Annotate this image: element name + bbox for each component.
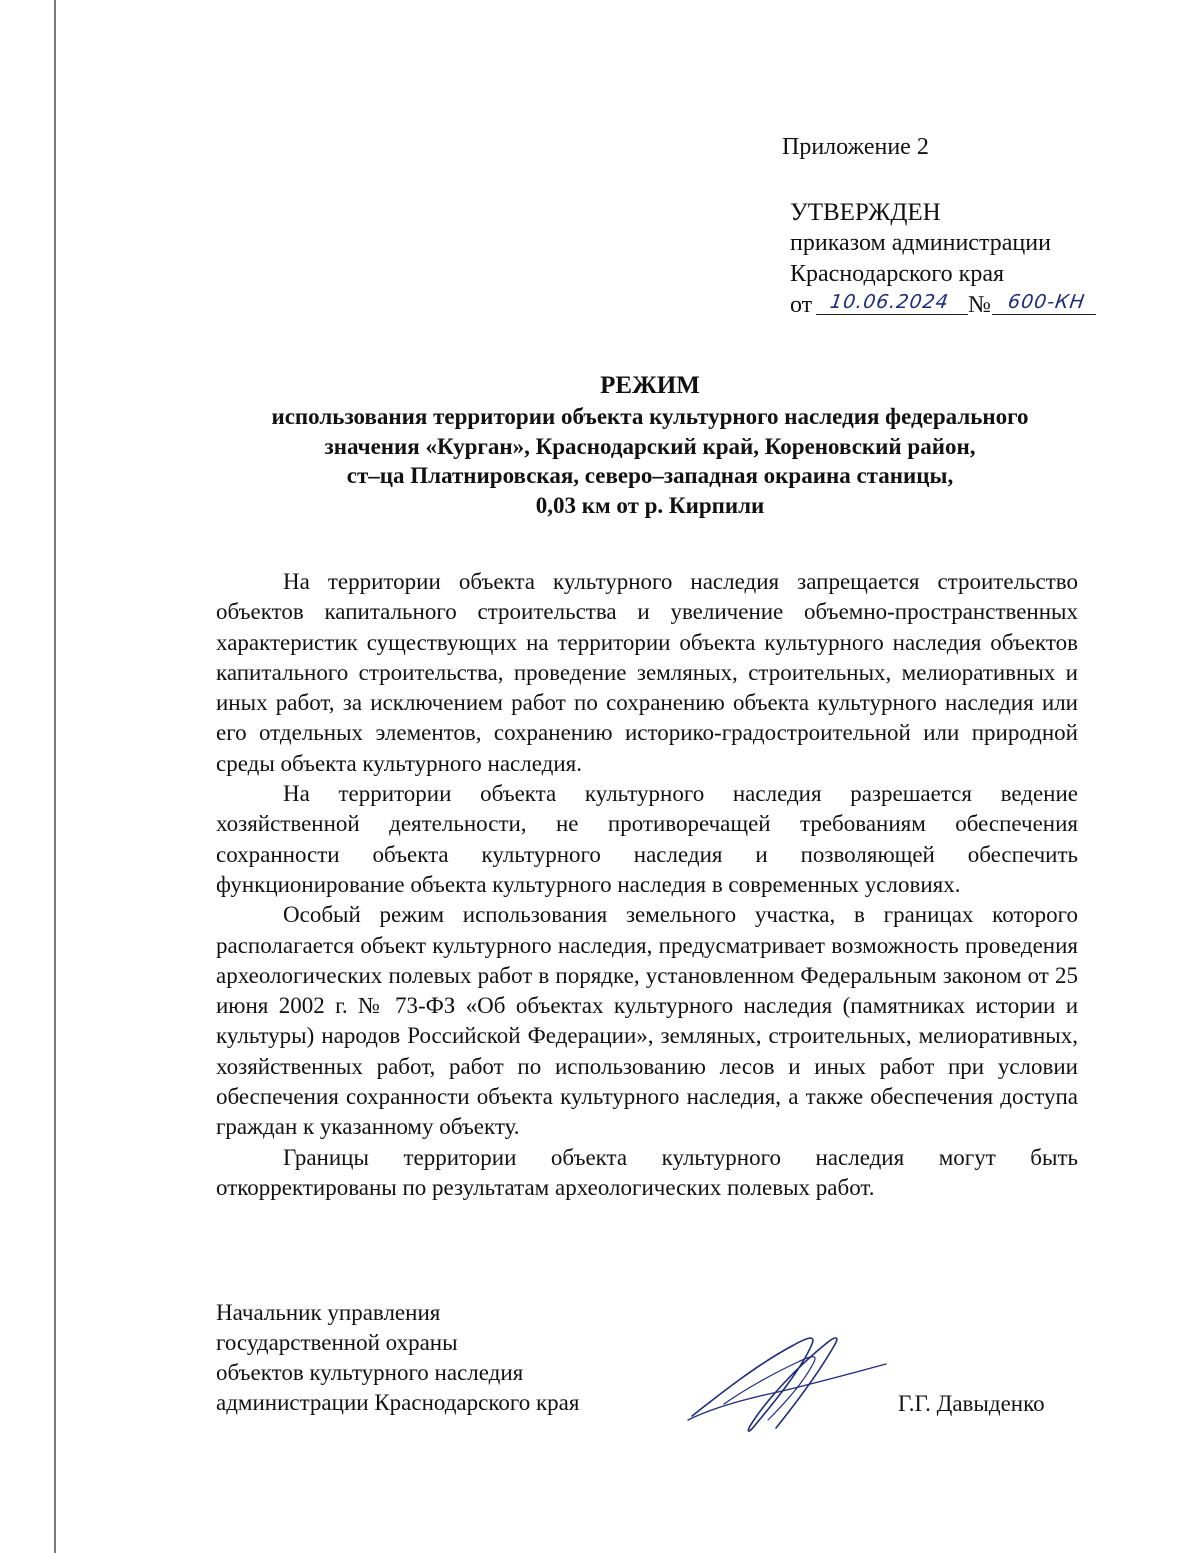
paragraph-1: На территории объекта культурного наследия запрещается строительство объектов капитального строительства и увеличение объемно-пространственных характеристик существующих на территории объекта культурного наследия объектов капитального строительства, проведение земляных, строительных, мелиоративных и иных работ, за исключением работ по сохранению объекта культурного наследия или его отдельных элементов, сохранению историко-градостроительной или природной среды объекта культурного наследия. <box>216 569 1078 776</box>
title-line-2: значения «Курган», Краснодарский край, Кореновский район, <box>324 433 976 459</box>
paragraph-3: Особый режим использования земельного участка, в границах которого располагается объект культурного наследия, предусматривает возможность проведения археологических полевых работ в порядке, установленном Федеральным законом от 25 июня 2002 г. № 73-ФЗ «Об объектах культурного наследия (памятниках истории и культуры) народов Российской Федерации», земляных, строительных, мелиоративных, хозяйственных работ, работ по использованию лесов и иных работ при условии обеспечения сохранности объекта культурного наследия, а также обеспечения доступа граждан к указанному объекту. <box>216 902 1078 1140</box>
approval-line-2: Краснодарского края <box>790 261 1005 287</box>
paragraph-4: Границы территории объекта культурного наследия могут быть откорректированы по результатам археологических полевых работ. <box>216 1144 1078 1200</box>
appendix-label: Приложение 2 <box>782 134 929 160</box>
position-line-2: государственной охраны <box>216 1330 458 1355</box>
title-line-1: использования территории объекта культурного наследия федерального <box>271 404 1029 429</box>
handwritten-date: 10.06.2024 <box>828 291 951 313</box>
handwritten-signature <box>680 1320 895 1440</box>
approval-line-1: приказом администрации <box>790 230 1051 256</box>
handwritten-number: 600-КН <box>1006 291 1087 313</box>
document-body <box>216 567 1078 1203</box>
position-line-4: администрации Краснодарского края <box>216 1390 580 1415</box>
document-title <box>150 370 1150 520</box>
order-date-number-line <box>790 290 1087 321</box>
paragraph-2: На территории объекта культурного наследия разрешается ведение хозяйственной деятельности, не противоречащей требованиям обеспечения сохранности объекта культурного наследия и позволяющей обеспечить функционирование объекта культурного наследия в современных условиях. <box>216 781 1078 897</box>
number-prefix: № <box>968 292 991 318</box>
signatory-name: Г.Г. Давыденко <box>898 1391 1045 1416</box>
approval-stamp: УТВЕРЖДЕН <box>790 199 941 226</box>
date-prefix: от <box>790 292 813 318</box>
page-edge <box>54 0 56 1553</box>
signatory-position <box>216 1298 579 1418</box>
title-heading: РЕЖИМ <box>600 372 700 399</box>
position-line-3: объектов культурного наследия <box>216 1360 524 1385</box>
approval-block <box>790 197 1087 321</box>
title-line-4: 0,03 км от р. Кирпили <box>535 492 765 518</box>
title-line-3: ст–ца Платнировская, северо–западная окраина станицы, <box>346 463 954 488</box>
position-line-1: Начальник управления <box>216 1300 441 1325</box>
